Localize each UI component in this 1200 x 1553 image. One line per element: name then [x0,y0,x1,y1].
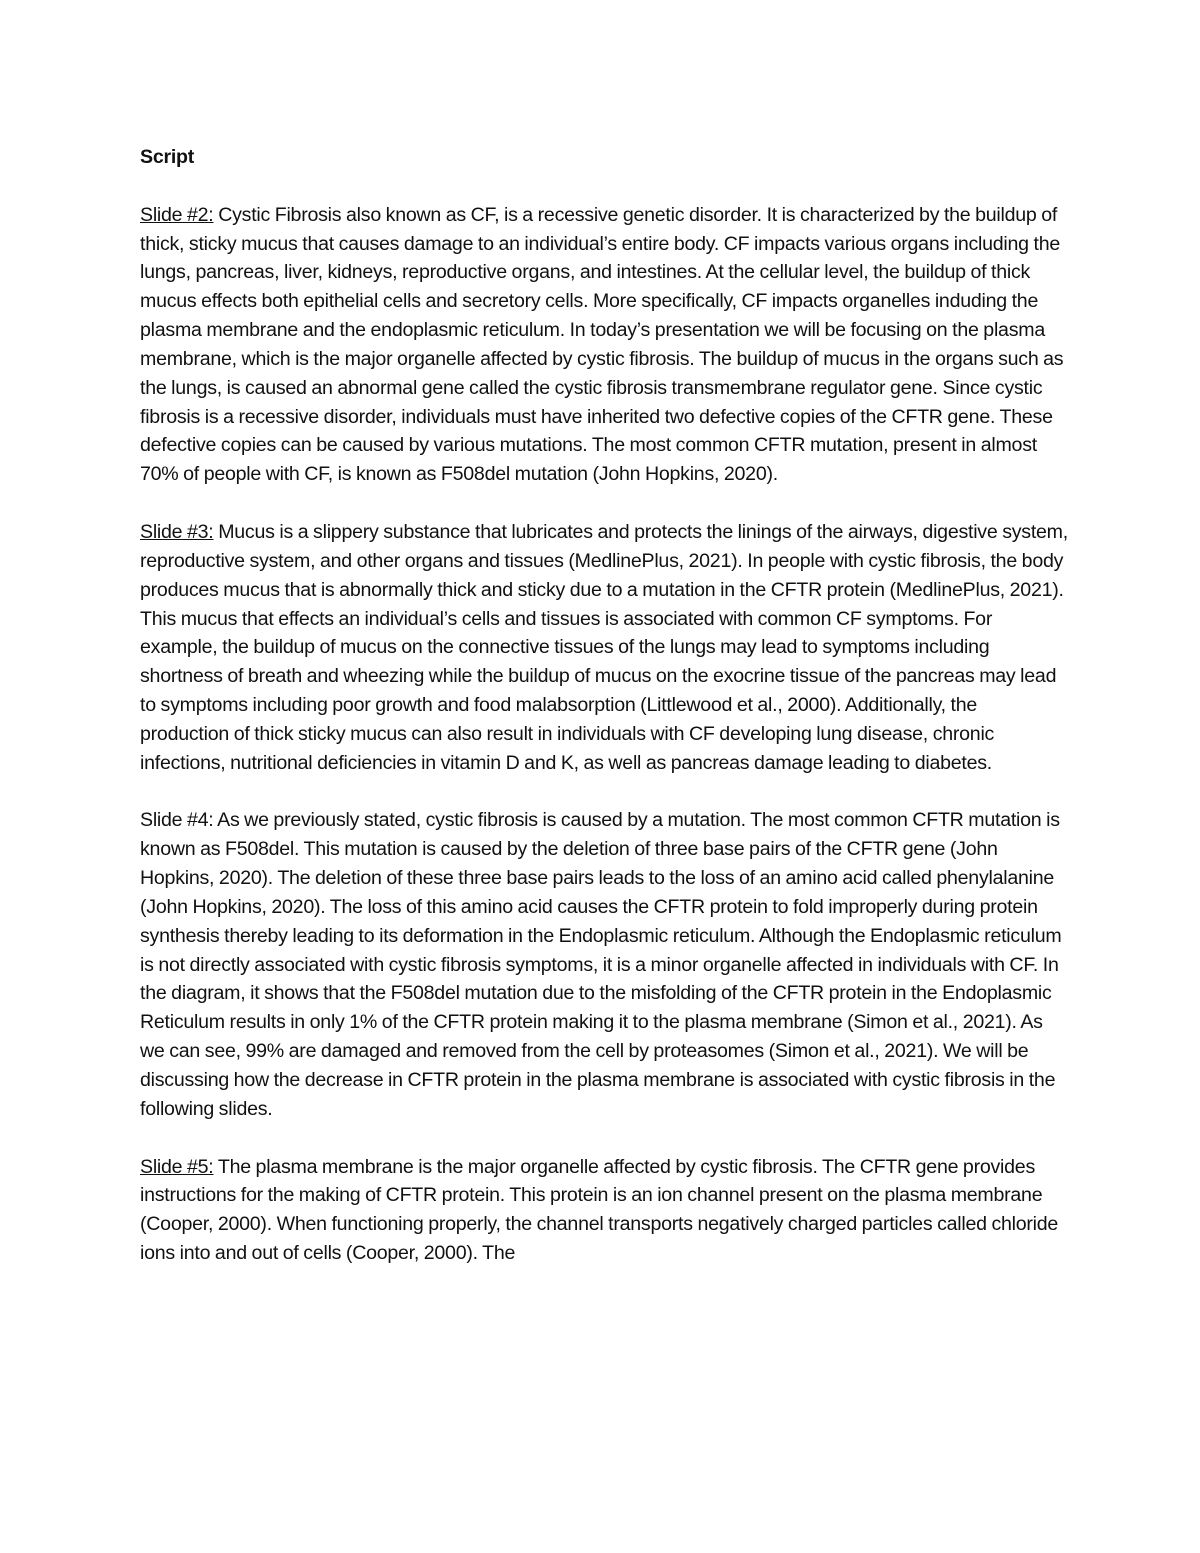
document-body [140,143,1070,1297]
paragraph-text: As we previously stated, cystic fibrosis is caused by a mutation. The most common CFTR mutation is known as F508del. This mutation is caused by the deletion of three base pairs of the CFTR gene (John Hopkins, 2020). The deletion of these three base pairs leads to the loss of an amino acid called phenylalanine (John Hopkins, 2020). The loss of this amino acid causes the CFTR protein to fold improperly during protein synthesis thereby leading to its deformation in the Endoplasmic reticulum. Although the Endoplasmic reticulum is not directly associated with cystic fibrosis symptoms, it is a minor organelle affected in individuals with CF. In the diagram, it shows that the F508del mutation due to the misfolding of the CFTR protein in the Endoplasmic Reticulum results in only 1% of the CFTR protein making it to the plasma membrane (Simon et al., 2021). As we can see, 99% are damaged and removed from the cell by proteasomes (Simon et al., 2021). We will be discussing how the decrease in CFTR protein in the plasma membrane is associated with cystic fibrosis in the following slides. [140,809,1062,1120]
paragraph-slide-2 [140,201,1070,489]
slide-label: Slide #3: [140,520,214,543]
paragraph-slide-4 [140,806,1070,1123]
document-title: Script [140,146,195,168]
paragraph-text: Cystic Fibrosis also known as CF, is a recessive genetic disorder. It is characterized by the buildup of thick, sticky mucus that causes damage to an individual’s entire body. CF impacts various organs including the lungs, pancreas, liver, kidneys, reproductive organs, and intestines. At the cellular level, the buildup of thick mucus effects both epithelial cells and secretory cells. More specifically, CF impacts organelles induding the plasma membrane and the endoplasmic reticulum. In today’s presentation we will be focusing on the plasma membrane, which is the major organelle affected by cystic fibrosis. The buildup of mucus in the organs such as the lungs, is caused an abnormal gene called the cystic fibrosis transmembrane regulator gene. Since cystic fibrosis is a recessive disorder, individuals must have inherited two defective copies of the CFTR gene. These defective copies can be caused by various mutations. The most common CFTR mutation, present in almost 70% of people with CF, is known as F508del mutation (John Hopkins, 2020). [140,203,1064,486]
slide-label: Slide #5: [140,1155,214,1178]
slide-label: Slide #2: [140,203,214,226]
slide-label: Slide #4: [140,809,214,832]
paragraph-text: Mucus is a slippery substance that lubricates and protects the linings of the airways, digestive system, reproductive system, and other organs and tissues (MedlinePlus, 2021). In people with cystic fibrosis, the body produces mucus that is abnormally thick and sticky due to a mutation in the CFTR protein (MedlinePlus, 2021). This mucus that effects an individual’s cells and tissues is associated with common CF symptoms. For example, the buildup of mucus on the connective tissues of the lungs may lead to symptoms including shortness of breath and wheezing while the buildup of mucus on the exocrine tissue of the pancreas may lead to symptoms including poor growth and food malabsorption (Littlewood et al., 2000). Additionally, the production of thick sticky mucus can also result in individuals with CF developing lung disease, chronic infections, nutritional deficiencies in vitamin D and K, as well as pancreas damage leading to diabetes. [140,520,1068,774]
paragraph-slide-5 [140,1153,1070,1268]
paragraph-slide-3 [140,518,1070,778]
paragraph-text: The plasma membrane is the major organelle affected by cystic fibrosis. The CFTR gene provides instructions for the making of CFTR protein. This protein is an ion channel present on the plasma membrane (Cooper, 2000). When functioning properly, the channel transports negatively charged particles called chloride ions into and out of cells (Cooper, 2000). The [140,1155,1059,1265]
